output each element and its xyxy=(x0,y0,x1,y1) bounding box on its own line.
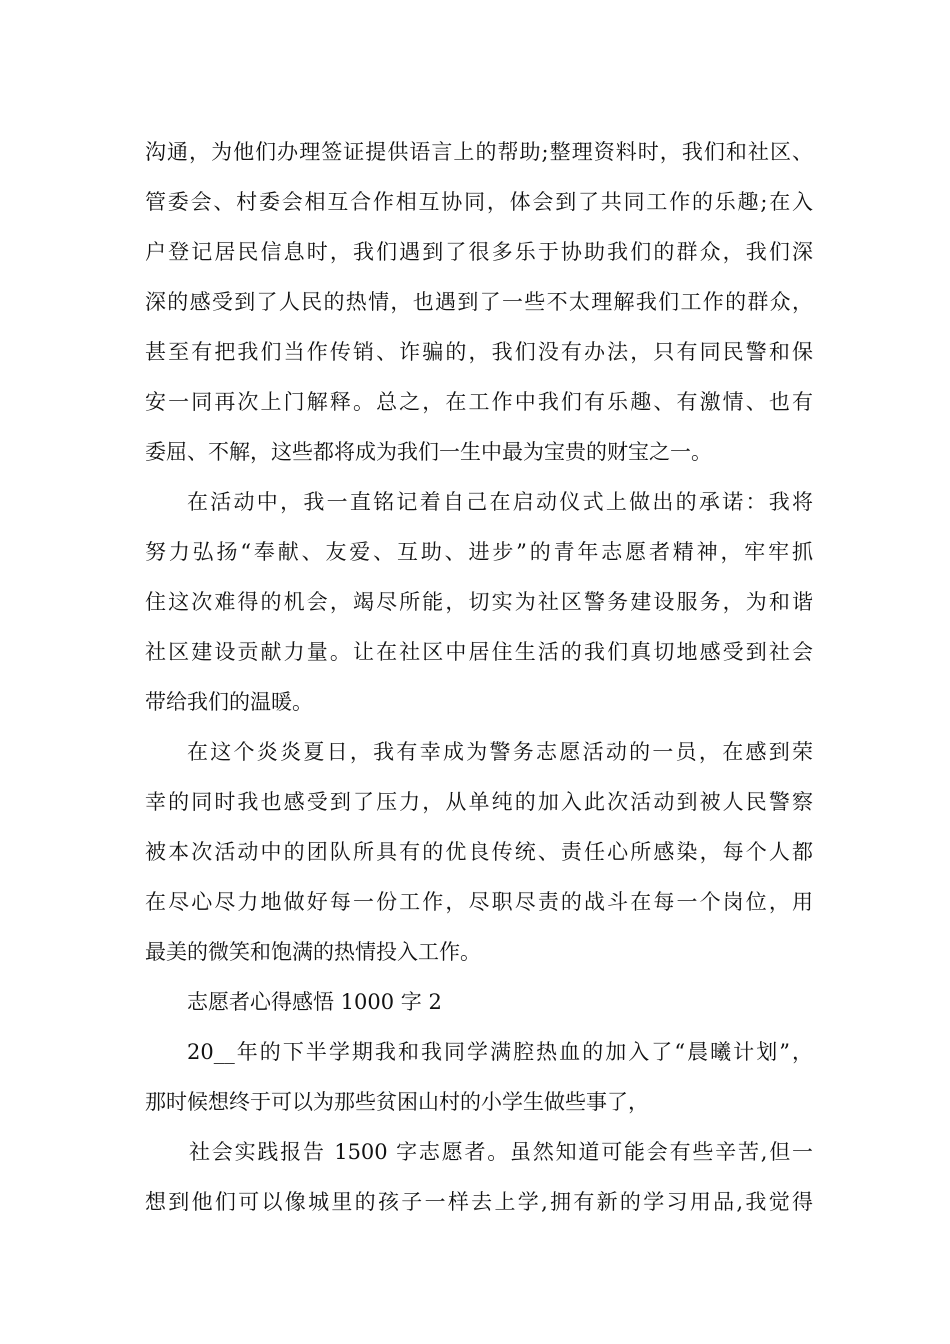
paragraph-first-line: 20__年的下半学期我和我同学满腔热血的加入了“晨曦计划”， xyxy=(187,1040,813,1064)
text-line: 幸的同时我也感受到了压力，从单纯的加入此次活动到被人民警察 xyxy=(145,790,813,814)
text-line: 那时候想终于可以为那些贫困山村的小学生做些事了， xyxy=(145,1090,649,1114)
text-line: 带给我们的温暖。 xyxy=(145,690,313,714)
text-line: 被本次活动中的团队所具有的优良传统、责任心所感染，每个人都 xyxy=(145,840,813,864)
paragraph-first-line: 在这个炎炎夏日，我有幸成为警务志愿活动的一员，在感到荣 xyxy=(187,740,813,764)
text-line: 努力弘扬“奉献、友爱、互助、进步”的青年志愿者精神，牢牢抓 xyxy=(145,540,813,564)
text-line: 住这次难得的机会，竭尽所能，切实为社区警务建设服务，为和谐 xyxy=(145,590,813,614)
text-line: 甚至有把我们当作传销、诈骗的，我们没有办法，只有同民警和保 xyxy=(145,340,813,364)
text-line: 深的感受到了人民的热情，也遇到了一些不太理解我们工作的群众， xyxy=(145,290,813,314)
text-line: 委屈、不解，这些都将成为我们一生中最为宝贵的财宝之一。 xyxy=(145,440,712,464)
text-line: 在尽心尽力地做好每一份工作，尽职尽责的战斗在每一个岗位，用 xyxy=(145,890,813,914)
section-heading: 志愿者心得感悟 1000 字 2 xyxy=(187,990,442,1014)
text-line: 安一同再次上门解释。总之，在工作中我们有乐趣、有激情、也有 xyxy=(145,390,813,414)
paragraph-first-line: 在活动中，我一直铭记着自己在启动仪式上做出的承诺：我将 xyxy=(187,490,813,514)
paragraph-first-line: 社会实践报告 1500 字志愿者。虽然知道可能会有些辛苦,但一 xyxy=(189,1140,813,1164)
document-body xyxy=(145,127,813,1227)
text-line: 管委会、村委会相互合作相互协同，体会到了共同工作的乐趣;在入 xyxy=(145,190,813,214)
text-line: 想到他们可以像城里的孩子一样去上学,拥有新的学习用品,我觉得 xyxy=(145,1190,813,1214)
text-line: 社区建设贡献力量。让在社区中居住生活的我们真切地感受到社会 xyxy=(145,640,813,664)
text-line: 最美的微笑和饱满的热情投入工作。 xyxy=(145,940,481,964)
text-line: 户登记居民信息时，我们遇到了很多乐于协助我们的群众，我们深 xyxy=(145,240,813,264)
text-line: 沟通，为他们办理签证提供语言上的帮助;整理资料时，我们和社区、 xyxy=(145,140,813,164)
